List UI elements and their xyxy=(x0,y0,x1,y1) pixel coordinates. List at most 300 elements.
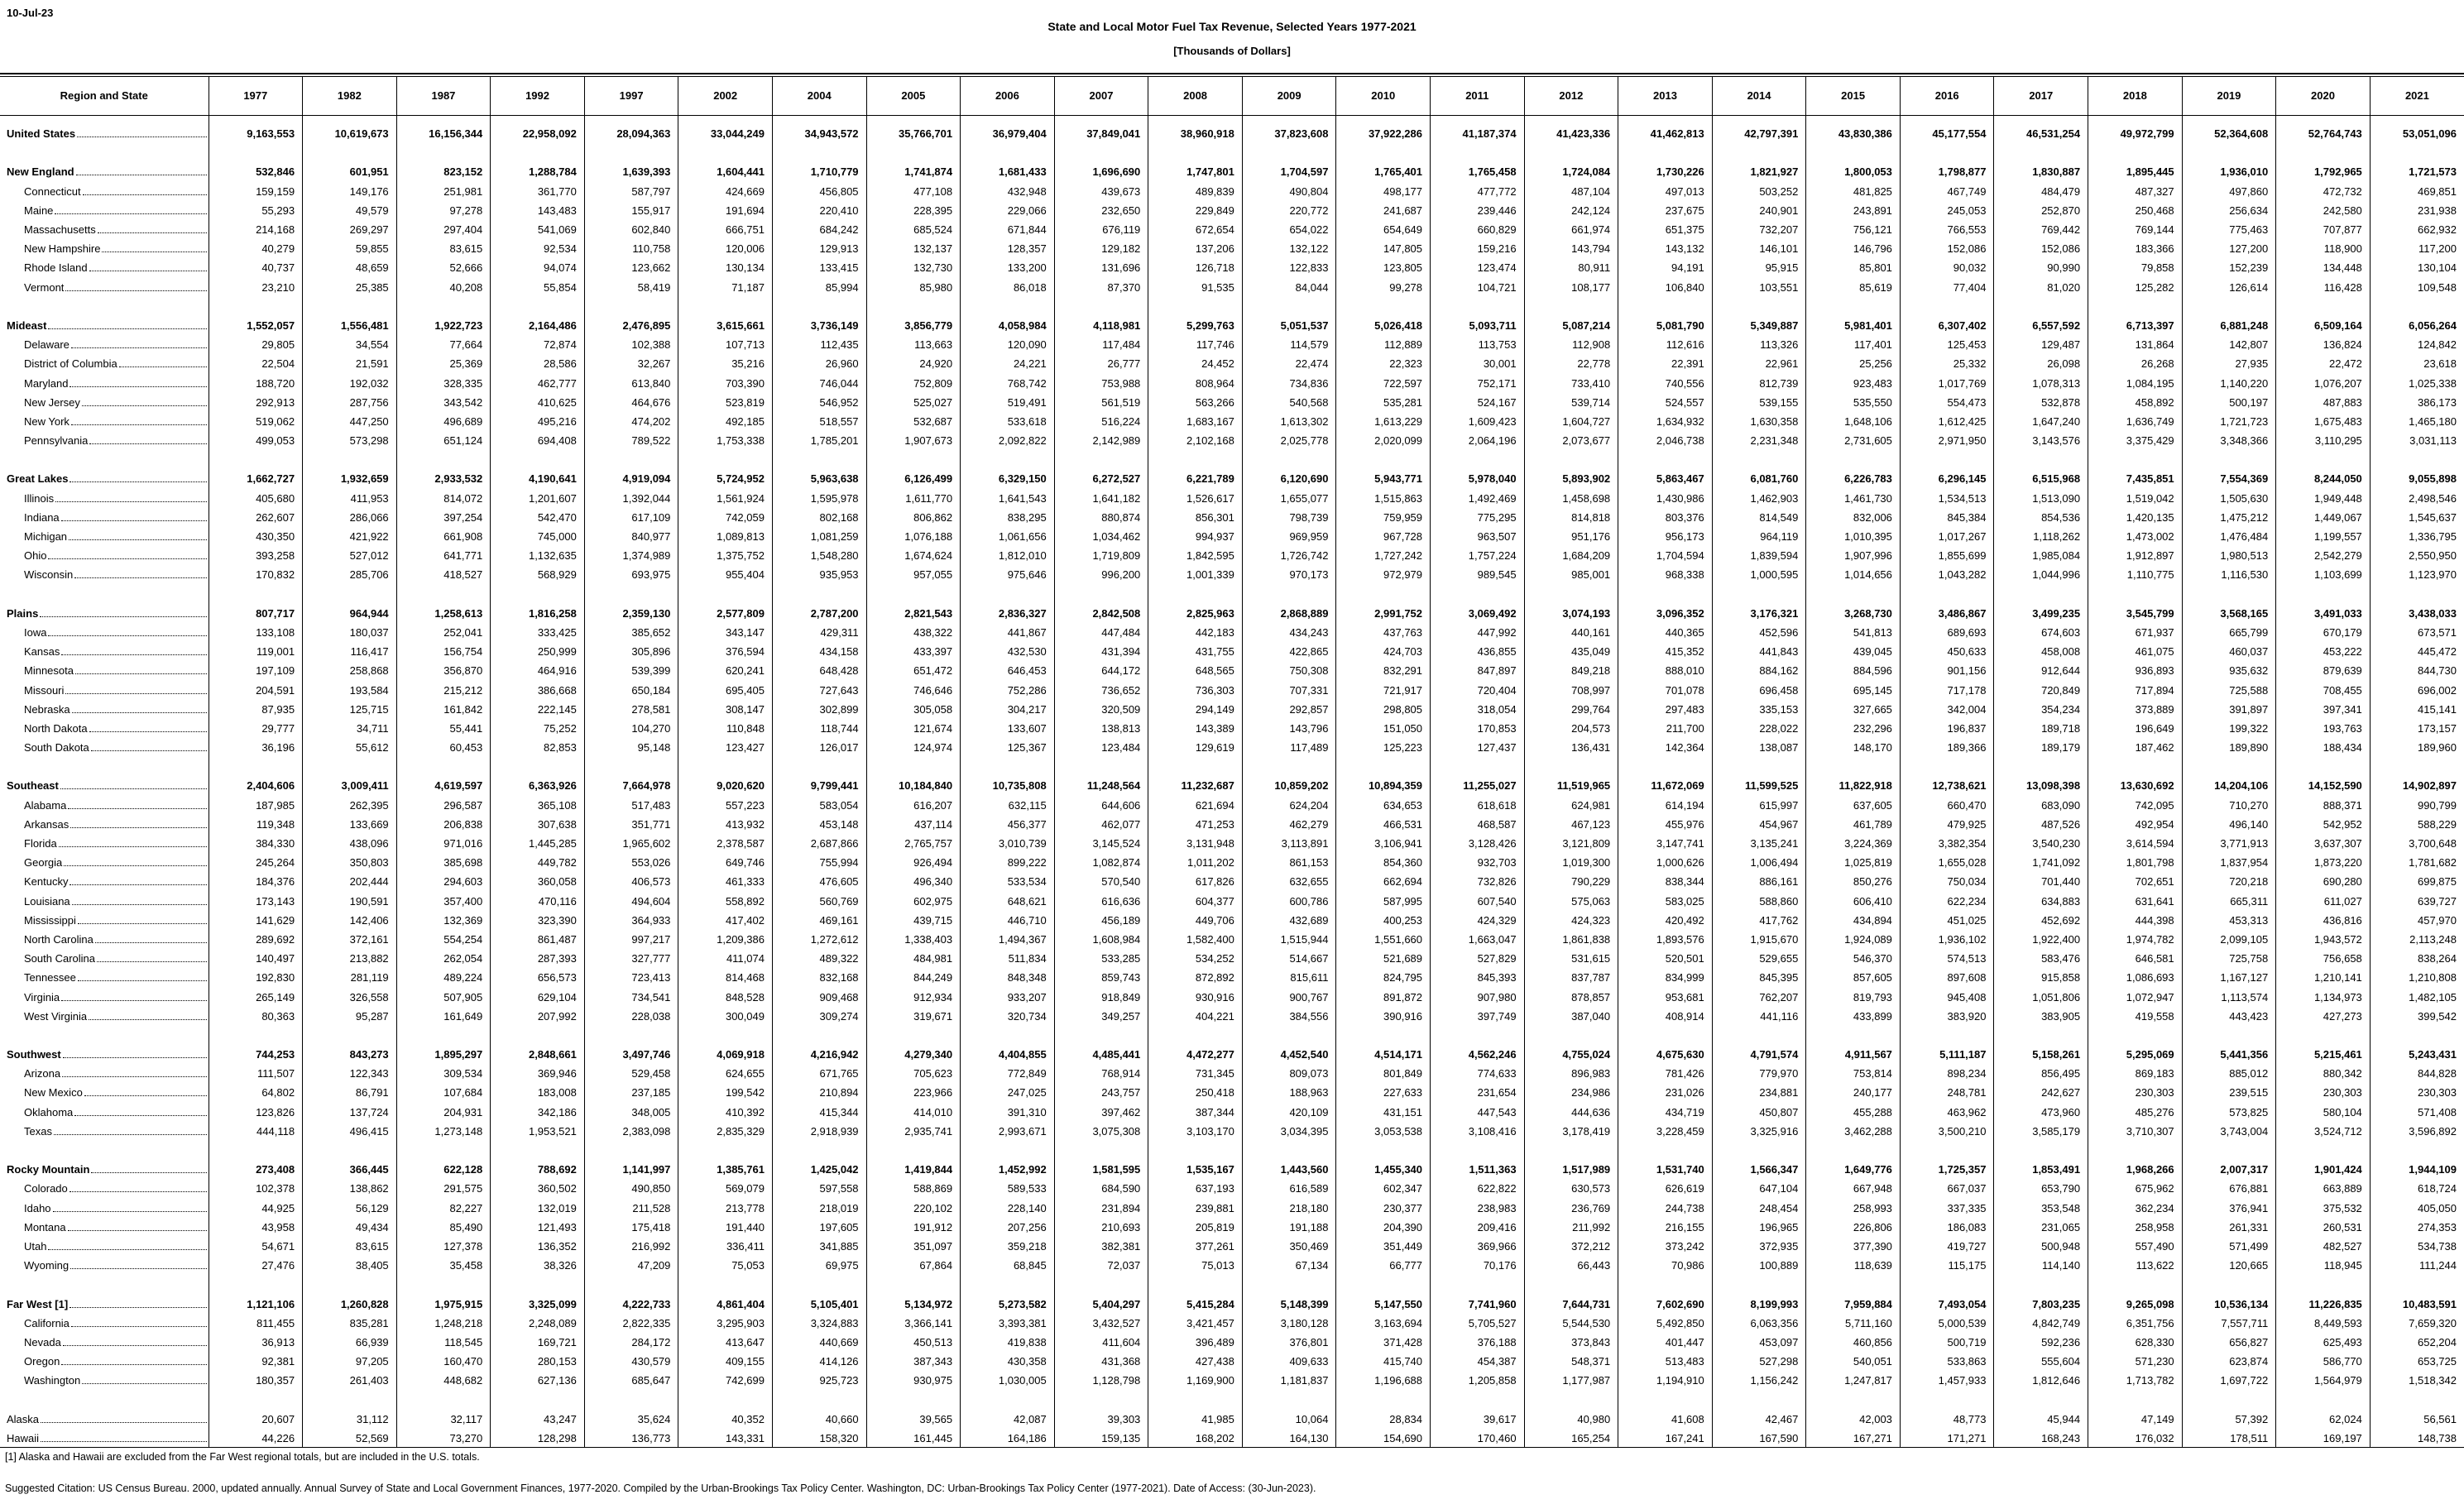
cell-value: 1,613,302 xyxy=(1242,412,1336,431)
cell-value: 1,785,201 xyxy=(772,431,866,450)
spacer-cell xyxy=(1618,585,1713,604)
cell-value: 985,001 xyxy=(1524,565,1618,584)
cell-value: 20,607 xyxy=(209,1410,303,1429)
cell-value: 1,061,656 xyxy=(961,527,1055,546)
cell-value: 366,445 xyxy=(303,1160,397,1179)
row-label-text: Southeast xyxy=(7,779,59,793)
row-label-text: Massachusetts xyxy=(24,223,96,237)
cell-value: 1,443,560 xyxy=(1242,1160,1336,1179)
cell-value: 211,700 xyxy=(1618,719,1713,738)
cell-value: 308,147 xyxy=(678,700,773,719)
cell-value: 963,507 xyxy=(1431,527,1525,546)
spacer-cell xyxy=(396,585,491,604)
cell-value: 554,254 xyxy=(396,930,491,949)
cell-value: 431,394 xyxy=(1054,642,1148,661)
spacer-cell xyxy=(1054,1141,1148,1160)
row-label-text: Minnesota xyxy=(24,664,74,678)
cell-value: 477,772 xyxy=(1431,182,1525,201)
cell-value: 838,344 xyxy=(1618,872,1713,891)
cell-value: 362,234 xyxy=(2088,1199,2183,1218)
cell-value: 3,856,779 xyxy=(866,316,961,335)
cell-value: 1,475,212 xyxy=(2182,508,2276,527)
cell-value: 1,076,188 xyxy=(866,527,961,546)
cell-value: 1,649,776 xyxy=(1806,1160,1901,1179)
cell-value: 438,096 xyxy=(303,834,397,853)
cell-value: 1,123,970 xyxy=(2370,565,2464,584)
cell-value: 419,727 xyxy=(1900,1237,1994,1256)
cell-value: 132,730 xyxy=(866,258,961,277)
cell-value: 45,177,554 xyxy=(1900,124,1994,143)
cell-value: 286,066 xyxy=(303,508,397,527)
spacer-cell xyxy=(2182,585,2276,604)
spacer-cell xyxy=(0,1026,209,1045)
cell-value: 114,579 xyxy=(1242,335,1336,354)
row-label xyxy=(0,1333,209,1352)
table-row xyxy=(0,776,2464,795)
report-date: 10-Jul-23 xyxy=(7,7,54,19)
cell-value: 250,468 xyxy=(2088,201,2183,220)
spacer-cell xyxy=(2370,1390,2464,1409)
cell-value: 117,489 xyxy=(1242,738,1336,757)
cell-value: 410,392 xyxy=(678,1103,773,1122)
cell-value: 117,484 xyxy=(1054,335,1148,354)
cell-value: 3,121,809 xyxy=(1524,834,1618,853)
cell-value: 1,014,656 xyxy=(1806,565,1901,584)
cell-value: 64,802 xyxy=(209,1083,303,1102)
cell-value: 114,140 xyxy=(1994,1256,2088,1275)
spacer-cell xyxy=(961,297,1055,316)
cell-value: 123,427 xyxy=(678,738,773,757)
cell-value: 432,689 xyxy=(1242,911,1336,930)
cell-value: 228,395 xyxy=(866,201,961,220)
cell-value: 745,000 xyxy=(491,527,585,546)
row-label xyxy=(0,278,209,297)
cell-value: 3,637,307 xyxy=(2276,834,2371,853)
report-title: State and Local Motor Fuel Tax Revenue, Selected Years 1977-2021 xyxy=(1047,20,1417,33)
cell-value: 951,176 xyxy=(1524,527,1618,546)
cell-value: 2,164,486 xyxy=(491,316,585,335)
cell-value: 106,840 xyxy=(1618,278,1713,297)
table-row xyxy=(0,1007,2464,1026)
cell-value: 467,123 xyxy=(1524,815,1618,834)
spacer-cell xyxy=(1242,1141,1336,1160)
cell-value: 3,176,321 xyxy=(1712,604,1806,623)
cell-value: 220,772 xyxy=(1242,201,1336,220)
cell-value: 37,849,041 xyxy=(1054,124,1148,143)
cell-value: 116,428 xyxy=(2276,278,2371,297)
cell-value: 511,834 xyxy=(961,949,1055,968)
cell-value: 125,282 xyxy=(2088,278,2183,297)
cell-value: 383,920 xyxy=(1900,1007,1994,1026)
cell-value: 969,959 xyxy=(1242,527,1336,546)
row-label-text: Plains xyxy=(7,606,39,620)
row-label xyxy=(0,335,209,354)
cell-value: 151,050 xyxy=(1336,719,1431,738)
cell-value: 1,248,218 xyxy=(396,1314,491,1333)
row-label-text: Oklahoma xyxy=(24,1105,74,1119)
cell-value: 878,857 xyxy=(1524,987,1618,1006)
cell-value: 2,935,741 xyxy=(866,1122,961,1141)
cell-value: 1,181,837 xyxy=(1242,1371,1336,1390)
cell-value: 1,551,660 xyxy=(1336,930,1431,949)
cell-value: 1,025,338 xyxy=(2370,373,2464,392)
row-label-text: Alaska xyxy=(7,1412,40,1425)
row-label-text: New Hampshire xyxy=(24,242,101,256)
cell-value: 720,404 xyxy=(1431,680,1525,699)
cell-value: 518,557 xyxy=(772,412,866,431)
spacer-cell xyxy=(772,297,866,316)
column-header-year: 2006 xyxy=(961,77,1055,115)
cell-value: 997,217 xyxy=(584,930,678,949)
cell-value: 433,397 xyxy=(866,642,961,661)
cell-value: 231,894 xyxy=(1054,1199,1148,1218)
cell-value: 351,771 xyxy=(584,815,678,834)
spacer-cell xyxy=(1618,450,1713,469)
cell-value: 485,276 xyxy=(2088,1103,2183,1122)
cell-value: 4,222,733 xyxy=(584,1294,678,1313)
cell-value: 37,823,608 xyxy=(1242,124,1336,143)
cell-value: 3,736,149 xyxy=(772,316,866,335)
row-label-text: Rocky Mountain xyxy=(7,1163,90,1176)
column-header-year: 2014 xyxy=(1712,77,1806,115)
cell-value: 1,548,280 xyxy=(772,546,866,565)
cell-value: 25,256 xyxy=(1806,354,1901,373)
cell-value: 143,331 xyxy=(678,1429,773,1448)
cell-value: 171,271 xyxy=(1900,1429,1994,1448)
cell-value: 424,703 xyxy=(1336,642,1431,661)
spacer-cell xyxy=(1431,1026,1525,1045)
cell-value: 684,590 xyxy=(1054,1179,1148,1198)
cell-value: 838,264 xyxy=(2370,949,2464,968)
cell-value: 112,908 xyxy=(1524,335,1618,354)
cell-value: 548,371 xyxy=(1524,1352,1618,1371)
cell-value: 957,055 xyxy=(866,565,961,584)
cell-value: 432,948 xyxy=(961,182,1055,201)
cell-value: 694,408 xyxy=(491,431,585,450)
spacer-cell xyxy=(1336,115,1431,124)
cell-value: 372,935 xyxy=(1712,1237,1806,1256)
dotted-leader xyxy=(55,213,206,214)
cell-value: 1,492,469 xyxy=(1431,489,1525,508)
spacer-cell xyxy=(2370,297,2464,316)
cell-value: 7,644,731 xyxy=(1524,1294,1618,1313)
table-row xyxy=(0,872,2464,891)
cell-value: 837,787 xyxy=(1524,968,1618,987)
cell-value: 38,326 xyxy=(491,1256,585,1275)
report-subtitle: [Thousands of Dollars] xyxy=(1173,45,1291,57)
spacer-cell xyxy=(866,1390,961,1409)
row-label xyxy=(0,373,209,392)
cell-value: 164,186 xyxy=(961,1429,1055,1448)
table-row xyxy=(0,239,2464,258)
cell-value: 127,437 xyxy=(1431,738,1525,757)
cell-value: 4,562,246 xyxy=(1431,1045,1525,1064)
spacer-cell xyxy=(1336,143,1431,162)
cell-value: 94,074 xyxy=(491,258,585,277)
row-label-text: South Dakota xyxy=(24,741,89,754)
cell-value: 39,617 xyxy=(1431,1410,1525,1429)
cell-value: 884,162 xyxy=(1712,661,1806,680)
cell-value: 661,974 xyxy=(1524,220,1618,239)
cell-value: 140,497 xyxy=(209,949,303,968)
cell-value: 222,145 xyxy=(491,700,585,719)
cell-value: 6,226,783 xyxy=(1806,469,1901,488)
cell-value: 662,694 xyxy=(1336,872,1431,891)
cell-value: 2,868,889 xyxy=(1242,604,1336,623)
row-label xyxy=(0,680,209,699)
spacer-cell xyxy=(2088,757,2183,776)
row-label xyxy=(0,316,209,335)
table-row xyxy=(0,738,2464,757)
cell-value: 292,913 xyxy=(209,393,303,412)
cell-value: 725,588 xyxy=(2182,680,2276,699)
cell-value: 994,937 xyxy=(1148,527,1243,546)
cell-value: 168,243 xyxy=(1994,1429,2088,1448)
cell-value: 190,591 xyxy=(303,892,397,911)
spacer-cell xyxy=(1054,1026,1148,1045)
cell-value: 133,200 xyxy=(961,258,1055,277)
cell-value: 3,053,538 xyxy=(1336,1122,1431,1141)
spacer-cell xyxy=(1618,115,1713,124)
row-label-text: Oregon xyxy=(24,1355,60,1368)
cell-value: 1,103,699 xyxy=(2276,565,2371,584)
cell-value: 10,064 xyxy=(1242,1410,1336,1429)
cell-value: 533,863 xyxy=(1900,1352,1994,1371)
cell-value: 5,295,069 xyxy=(2088,1045,2183,1064)
cell-value: 563,266 xyxy=(1148,393,1243,412)
cell-value: 571,499 xyxy=(2182,1237,2276,1256)
spacer-cell xyxy=(396,1390,491,1409)
column-header-year: 2005 xyxy=(866,77,961,115)
cell-value: 107,713 xyxy=(678,335,773,354)
cell-value: 1,564,979 xyxy=(2276,1371,2371,1390)
dotted-leader xyxy=(70,481,206,482)
cell-value: 1,419,844 xyxy=(866,1160,961,1179)
spacer-cell xyxy=(1994,450,2088,469)
row-label xyxy=(0,124,209,143)
cell-value: 1,194,910 xyxy=(1618,1371,1713,1390)
cell-value: 274,353 xyxy=(2370,1218,2464,1237)
cell-value: 666,751 xyxy=(678,220,773,239)
cell-value: 1,000,595 xyxy=(1712,565,1806,584)
cell-value: 676,119 xyxy=(1054,220,1148,239)
cell-value: 245,264 xyxy=(209,853,303,872)
cell-value: 199,542 xyxy=(678,1083,773,1102)
cell-value: 3,324,883 xyxy=(772,1314,866,1333)
cell-value: 533,285 xyxy=(1054,949,1148,968)
cell-value: 1,648,106 xyxy=(1806,412,1901,431)
cell-value: 487,883 xyxy=(2276,393,2371,412)
table-row xyxy=(0,1218,2464,1237)
table-row xyxy=(0,796,2464,815)
cell-value: 6,120,690 xyxy=(1242,469,1336,488)
spacer-cell xyxy=(209,115,303,124)
cell-value: 170,832 xyxy=(209,565,303,584)
spacer-cell xyxy=(1900,585,1994,604)
cell-value: 469,851 xyxy=(2370,182,2464,201)
spacer-cell xyxy=(491,1390,585,1409)
row-label xyxy=(0,1314,209,1333)
cell-value: 87,370 xyxy=(1054,278,1148,297)
cell-value: 1,449,067 xyxy=(2276,508,2371,527)
cell-value: 138,862 xyxy=(303,1179,397,1198)
cell-value: 129,182 xyxy=(1054,239,1148,258)
spacer-cell xyxy=(0,757,209,776)
cell-value: 3,432,527 xyxy=(1054,1314,1148,1333)
cell-value: 176,032 xyxy=(2088,1429,2183,1448)
spacer-cell xyxy=(2182,1026,2276,1045)
spacer-cell xyxy=(961,757,1055,776)
cell-value: 3,499,235 xyxy=(1994,604,2088,623)
cell-value: 436,816 xyxy=(2276,911,2371,930)
cell-value: 70,176 xyxy=(1431,1256,1525,1275)
cell-value: 5,711,160 xyxy=(1806,1314,1901,1333)
cell-value: 10,894,359 xyxy=(1336,776,1431,795)
cell-value: 723,413 xyxy=(584,968,678,987)
row-label xyxy=(0,469,209,488)
cell-value: 742,095 xyxy=(2088,796,2183,815)
cell-value: 262,054 xyxy=(396,949,491,968)
cell-value: 3,113,891 xyxy=(1242,834,1336,853)
table-row xyxy=(0,987,2464,1006)
cell-value: 9,265,098 xyxy=(2088,1294,2183,1313)
cell-value: 725,758 xyxy=(2182,949,2276,968)
cell-value: 110,848 xyxy=(678,719,773,738)
cell-value: 1,765,458 xyxy=(1431,162,1525,181)
cell-value: 2,378,587 xyxy=(678,834,773,853)
row-label-text: New England xyxy=(7,165,74,179)
cell-value: 393,258 xyxy=(209,546,303,565)
cell-value: 1,051,806 xyxy=(1994,987,2088,1006)
cell-value: 1,757,224 xyxy=(1431,546,1525,565)
cell-value: 845,384 xyxy=(1900,508,1994,527)
cell-value: 75,252 xyxy=(491,719,585,738)
cell-value: 1,781,682 xyxy=(2370,853,2464,872)
cell-value: 4,911,567 xyxy=(1806,1045,1901,1064)
cell-value: 1,721,723 xyxy=(2182,412,2276,431)
spacer-cell xyxy=(2370,450,2464,469)
row-label-text: Great Lakes xyxy=(7,472,69,486)
row-label-text: New York xyxy=(24,414,70,428)
cell-value: 734,541 xyxy=(584,987,678,1006)
row-label xyxy=(0,700,209,719)
cell-value: 899,222 xyxy=(961,853,1055,872)
cell-value: 1,612,425 xyxy=(1900,412,1994,431)
cell-value: 454,387 xyxy=(1431,1352,1525,1371)
spacer-cell xyxy=(1336,757,1431,776)
cell-value: 121,493 xyxy=(491,1218,585,1237)
dotted-leader xyxy=(61,1000,206,1001)
cell-value: 801,849 xyxy=(1336,1064,1431,1083)
cell-value: 644,606 xyxy=(1054,796,1148,815)
cell-value: 964,119 xyxy=(1712,527,1806,546)
cell-value: 891,872 xyxy=(1336,987,1431,1006)
cell-value: 197,605 xyxy=(772,1218,866,1237)
cell-value: 444,118 xyxy=(209,1122,303,1141)
spacer-cell xyxy=(1524,1275,1618,1294)
cell-value: 676,881 xyxy=(2182,1179,2276,1198)
cell-value: 1,741,874 xyxy=(866,162,961,181)
cell-value: 49,434 xyxy=(303,1218,397,1237)
cell-value: 126,017 xyxy=(772,738,866,757)
cell-value: 143,794 xyxy=(1524,239,1618,258)
cell-value: 159,159 xyxy=(209,182,303,201)
cell-value: 5,963,638 xyxy=(772,469,866,488)
cell-value: 646,581 xyxy=(2088,949,2183,968)
dotted-leader xyxy=(41,1441,206,1442)
cell-value: 170,460 xyxy=(1431,1429,1525,1448)
cell-value: 1,753,338 xyxy=(678,431,773,450)
spacer-cell xyxy=(1431,297,1525,316)
cell-value: 622,128 xyxy=(396,1160,491,1179)
cell-value: 732,826 xyxy=(1431,872,1525,891)
cell-value: 809,073 xyxy=(1242,1064,1336,1083)
cell-value: 2,765,757 xyxy=(866,834,961,853)
table-row xyxy=(0,316,2464,335)
cell-value: 3,743,004 xyxy=(2182,1122,2276,1141)
spacer-cell xyxy=(1900,450,1994,469)
cell-value: 3,075,308 xyxy=(1054,1122,1148,1141)
cell-value: 4,058,984 xyxy=(961,316,1055,335)
cell-value: 104,721 xyxy=(1431,278,1525,297)
cell-value: 178,511 xyxy=(2182,1429,2276,1448)
cell-value: 1,641,543 xyxy=(961,489,1055,508)
spacer-cell xyxy=(1054,1390,1148,1409)
cell-value: 5,273,582 xyxy=(961,1294,1055,1313)
cell-value: 39,303 xyxy=(1054,1410,1148,1429)
cell-value: 808,964 xyxy=(1148,373,1243,392)
cell-value: 10,735,808 xyxy=(961,776,1055,795)
cell-value: 1,721,573 xyxy=(2370,162,2464,181)
cell-value: 6,515,968 xyxy=(1994,469,2088,488)
cell-value: 1,630,358 xyxy=(1712,412,1806,431)
cell-value: 80,911 xyxy=(1524,258,1618,277)
cell-value: 28,586 xyxy=(491,354,585,373)
cell-value: 2,007,317 xyxy=(2182,1160,2276,1179)
spacer-cell xyxy=(2276,450,2371,469)
spacer-cell xyxy=(2088,1390,2183,1409)
cell-value: 3,545,799 xyxy=(2088,604,2183,623)
table-row xyxy=(0,1314,2464,1333)
spacer-cell xyxy=(961,1390,1055,1409)
cell-value: 143,483 xyxy=(491,201,585,220)
dotted-leader xyxy=(48,1249,206,1250)
cell-value: 361,770 xyxy=(491,182,585,201)
cell-value: 2,404,606 xyxy=(209,776,303,795)
cell-value: 11,822,918 xyxy=(1806,776,1901,795)
row-label-text: Arizona xyxy=(24,1067,61,1080)
cell-value: 369,966 xyxy=(1431,1237,1525,1256)
spacer-cell xyxy=(303,1026,397,1045)
spacer-cell xyxy=(866,1275,961,1294)
spacer-cell xyxy=(1900,115,1994,124)
spacer-cell xyxy=(584,1026,678,1045)
row-label-text: Maine xyxy=(24,204,54,217)
cell-value: 1,272,612 xyxy=(772,930,866,949)
dotted-leader xyxy=(74,577,206,578)
row-label-text: Mideast xyxy=(7,319,47,332)
cell-value: 968,338 xyxy=(1618,565,1713,584)
row-label xyxy=(0,1429,209,1448)
spacer-cell xyxy=(1242,585,1336,604)
row-label-text: Delaware xyxy=(24,338,70,352)
spacer-cell xyxy=(1712,1275,1806,1294)
cell-value: 1,901,424 xyxy=(2276,1160,2371,1179)
cell-value: 7,959,884 xyxy=(1806,1294,1901,1313)
cell-value: 1,156,242 xyxy=(1712,1371,1806,1390)
cell-value: 159,135 xyxy=(1054,1429,1148,1448)
spacer-cell xyxy=(1900,757,1994,776)
